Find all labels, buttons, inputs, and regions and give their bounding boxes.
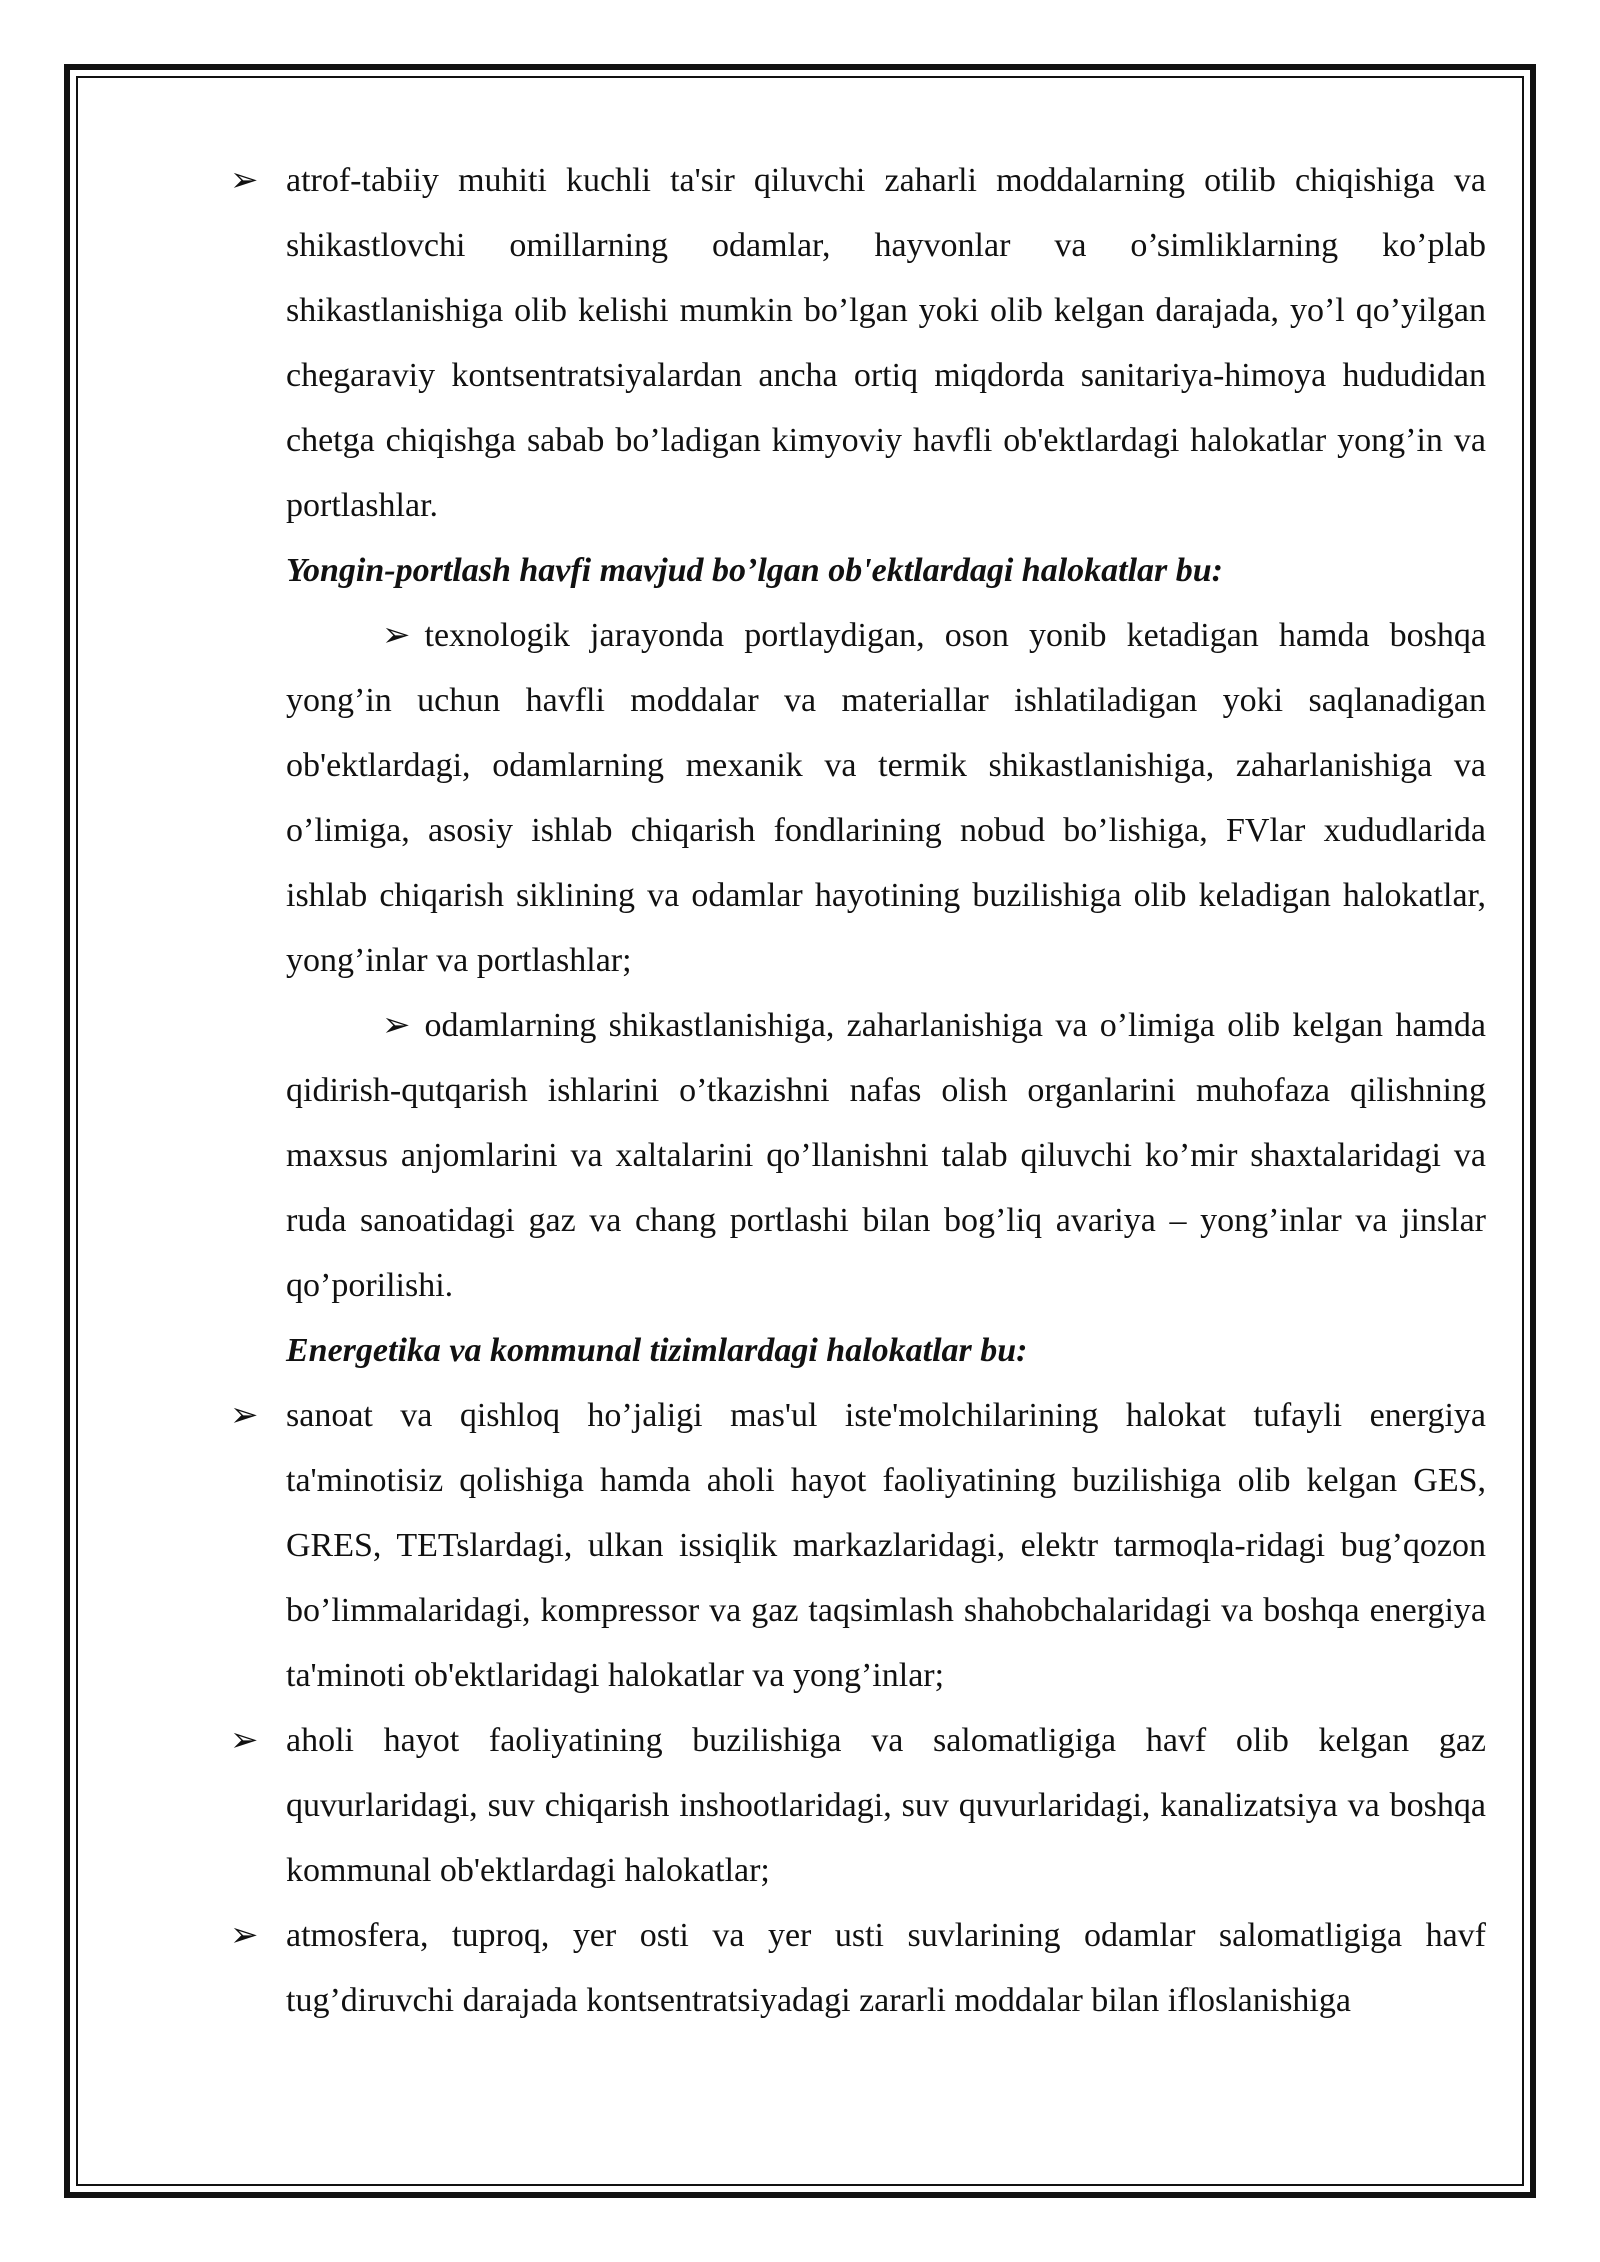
arrow-bullet-icon: ➢	[230, 162, 259, 199]
list-item	[230, 1383, 1486, 1708]
arrow-bullet-icon: ➢	[382, 617, 411, 654]
arrow-bullet-icon: ➢	[230, 1917, 259, 1954]
list-item	[230, 1903, 1486, 2033]
list-item-text: atrof-tabiiy muhiti kuchli ta'sir qiluvchi zaharli moddalarning otilib chiqishiga va shikastlovchi omillarning odamlar, hayvonlar va o’simliklarning ko’plab shikastlanishiga olib kelishi mumkin bo’lgan yoki olib kelgan darajada, yo’l qo’yilgan chegaraviy kontsentratsiyalardan ancha ortiq miqdorda sanitariya-himoya hududidan chetga chiqishga sabab bo’ladigan kimyoviy havfli ob'ektlardagi halokatlar yong’in va portlashlar.	[286, 162, 1486, 524]
arrow-bullet-icon: ➢	[382, 1007, 411, 1044]
list-item	[286, 603, 1486, 993]
list-item	[230, 1708, 1486, 1903]
arrow-bullet-icon: ➢	[230, 1722, 259, 1759]
list-item-text: odamlarning shikastlanishiga, zaharlanishiga va o’limiga olib kelgan hamda qidirish-qutqarish ishlarini o’tkazishni nafas olish organlarini muhofaza qilishning maxsus anjomlarini va xaltalarini qo’llanishni talab qiluvchi ko’mir shaxtalaridagi va ruda sanoatidagi gaz va chang portlashi bilan bog’liq avariya – yong’inlar va jinslar qo’porilishi.	[286, 1007, 1486, 1304]
document-body	[230, 148, 1486, 2033]
section-heading: Yongin-portlash havfi mavjud bo’lgan ob'ektlardagi halokatlar bu:	[286, 552, 1224, 589]
list-item	[230, 148, 1486, 538]
list-item-text: texnologik jarayonda portlaydigan, oson yonib ketadigan hamda boshqa yong’in uchun havfli moddalar va materiallar ishlatiladigan yoki saqlanadigan ob'ektlardagi, odamlarning mexanik va termik shikastlanishiga, zaharlanishiga va o’limiga, asosiy ishlab chiqarish fondlarining nobud bo’lishiga, FVlar xududlarida ishlab chiqarish siklining va odamlar hayotining buzilishiga olib keladigan halokatlar, yong’inlar va portlashlar;	[286, 617, 1486, 979]
arrow-bullet-icon: ➢	[230, 1397, 259, 1434]
list-item-text: atmosfera, tuproq, yer osti va yer usti suvlarining odamlar salomatligiga havf tug’diruvchi darajada kontsentratsiyadagi zararli moddalar bilan ifloslanishiga	[286, 1917, 1486, 2019]
list-item	[286, 993, 1486, 1318]
list-item-text: aholi hayot faoliyatining buzilishiga va salomatligiga havf olib kelgan gaz quvurlaridagi, suv chiqarish inshootlaridagi, suv quvurlaridagi, kanalizatsiya va boshqa kommunal ob'ektlardagi halokatlar;	[286, 1722, 1486, 1889]
list-item-text: sanoat va qishloq ho’jaligi mas'ul iste'molchilarining halokat tufayli energiya ta'minotisiz qolishiga hamda aholi hayot faoliyatining buzilishiga olib kelgan GES, GRES, TETslardagi, ulkan issiqlik markazlaridagi, elektr tarmoqla-ridagi bug’qozon bo’limmalaridagi, kompressor va gaz taqsimlash shahobchalaridagi va boshqa energiya ta'minoti ob'ektlaridagi halokatlar va yong’inlar;	[286, 1397, 1486, 1694]
section-heading: Energetika va kommunal tizimlardagi halokatlar bu:	[286, 1332, 1028, 1369]
